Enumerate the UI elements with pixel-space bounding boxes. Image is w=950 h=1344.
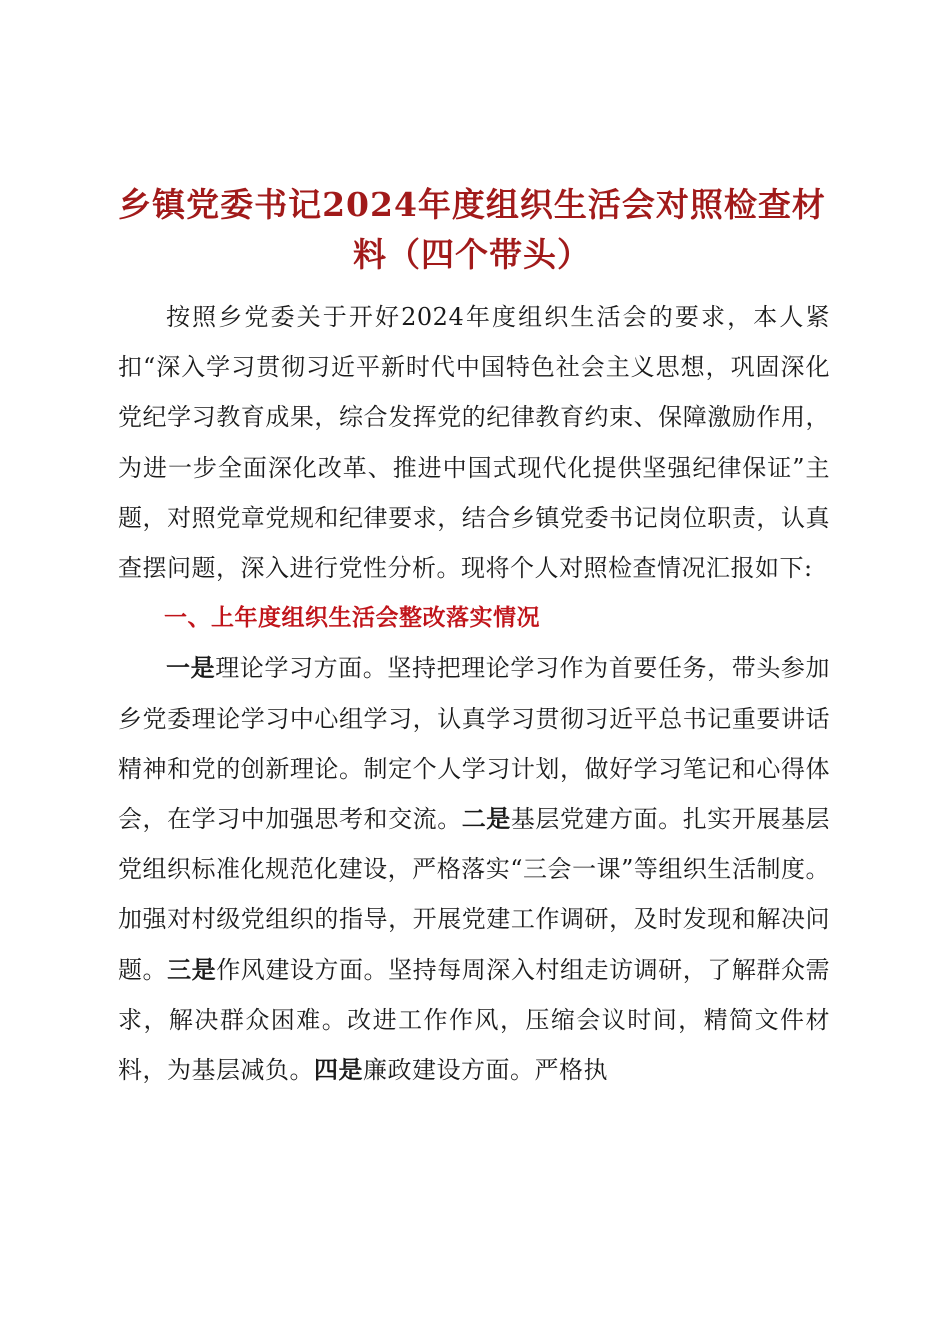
point-lead-2: 二是 [461, 805, 511, 834]
title-line-1: 乡镇党委书记2024年度组织生活会对照检查材 [118, 185, 826, 225]
point-text-4: 廉政建设方面。严格执 [363, 1056, 608, 1085]
point-text-3: 作风建设方面。坚持每周深入村组走访调研，了解群众需求，解决群众困难。改进工作作风，压缩会议时间，精简文件材料，为基层减负。 [118, 955, 831, 1085]
point-text-2: 基层党建方面。扎实开展基层党组织标准化规范化建设，严格落实“三会一课”等组织生活制度。加强对村级党组织的指导，开展党建工作调研，及时发现和解决问题。 [118, 805, 831, 984]
point-lead-1: 一是 [166, 654, 216, 683]
intro-paragraph: 按照乡党委关于开好2024年度组织生活会的要求，本人紧扣“深入学习贯彻习近平新时代中国特色社会主义思想，巩固深化党纪学习教育成果，综合发挥党的纪律教育约束、保障激励作用，为进一步全面深化改革、推进中国式现代化提供坚强纪律保证”主题，对照党章党规和纪律要求，结合乡镇党委书记岗位职责，认真查摆问题，深入进行党性分析。现将个人对照检查情况汇报如下: [118, 303, 830, 583]
section-heading-1: 一、上年度组织生活会整改落实情况 [164, 605, 540, 632]
document-title [112, 180, 832, 280]
section1-paragraph [118, 643, 830, 1095]
point-lead-4: 四是 [314, 1056, 363, 1085]
point-text-1: 理论学习方面。坚持把理论学习作为首要任务，带头参加乡党委理论学习中心组学习，认真学习贯彻习近平总书记重要讲话精神和党的创新理论。制定个人学习计划，做好学习笔记和心得体会，在学习中加强思考和交流。 [118, 654, 831, 834]
point-lead-3: 三是 [167, 955, 217, 984]
title-line-2: 料（四个带头） [353, 235, 591, 275]
document-body [118, 292, 830, 1095]
